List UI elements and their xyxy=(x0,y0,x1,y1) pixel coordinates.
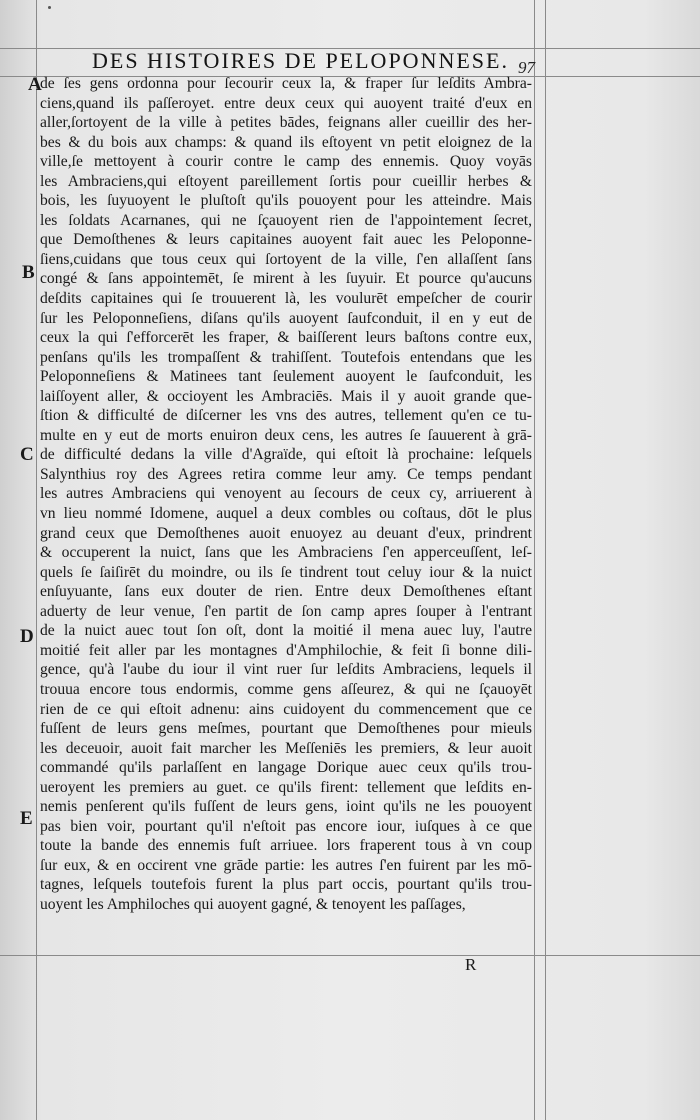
marginal-letter-a: A xyxy=(28,74,42,95)
text-line: bes & du bois aux champs: & quand ils eſtoyent vn petit eloignez de la xyxy=(40,133,532,151)
right-margin-rule xyxy=(534,0,535,1120)
text-line: les ſoldats Acarnanes, qui ne ſçauoyent rien de l'appointement ſecret, xyxy=(40,211,532,229)
text-line: ſiens,cuidans que tous ceux qui ſortoyent de la ville, ſ'en allaſſent ſans xyxy=(40,250,532,268)
text-line: les deceuoir, auoit fait marcher les Meſſeniēs les premiers, & leur auoit xyxy=(40,739,532,757)
text-line: de ſes gens ordonna pour ſecourir ceux la, & fraper ſur leſdits Ambra- xyxy=(40,75,532,92)
text-line: trouua encore tous endormis, comme gens aſſeurez, & qui ne ſçauoyēt xyxy=(40,680,532,698)
text-line: que Demoſthenes & leurs capitaines auoyent fait auec les Peloponne- xyxy=(40,231,532,249)
text-line: rien de ce qui eſtoit adnenu: ains cuidoyent du commencement que ce xyxy=(40,700,532,718)
text-line: vn lieu nommé Idomene, auquel a deux combles ou coſtaus, dōt le plus xyxy=(40,505,532,523)
text-line: penſans qu'ils les trompaſſent & trahiſſent. Toutefois entendans que les xyxy=(40,348,532,366)
text-line: nemis penſerent qu'ils fuſſent de leurs gens, ioint qu'ils ne les pouoyent xyxy=(40,798,532,816)
text-line: tagnes, leſquels toutefois furent la plus part occis, pourtant qu'ils trou- xyxy=(40,876,532,894)
text-line: Salynthius roy des Agrees retira comme leur amy. Ce temps pendant xyxy=(40,465,532,483)
text-line: ſtion & difficulté de diſcerner les vns des autres, tellement qu'en ce tu- xyxy=(40,407,532,425)
marginal-letter-d: D xyxy=(20,626,34,647)
text-line: les Ambraciens,qui eſtoyent pareillement ſortis pour cueillir herbes & xyxy=(40,172,532,190)
text-line: ueroyent les premiers au guet. ce qu'ils firent: tellement que leſdits en- xyxy=(40,778,532,796)
text-line: uoyent les Amphiloches qui auoyent gagné, & tenoyent les paſſages, xyxy=(40,895,466,913)
text-line: grand ceux que Demoſthenes auoit enuoyez au deuant d'eux, prindrent xyxy=(40,524,532,542)
left-margin-rule xyxy=(36,0,37,1120)
text-line: de la nuict auec tout ſon oſt, dont la moitié il mena auec luy, l'autre xyxy=(40,622,532,640)
text-line: laiſſoyent aller, & occioyent les Ambraciēs. Mais il y auoit grande que- xyxy=(40,387,532,405)
body-text xyxy=(40,74,532,915)
text-line: moitié feit aller par les montagnes d'Amphilochie, & feit ſi bonne dili- xyxy=(40,641,532,659)
text-line: ville,ſe mettoyent à courir contre le camp des ennemis. Quoy voyās xyxy=(40,153,532,171)
text-line: congé & ſans appointemēt, ſe mirent à les ſuyuir. Et pource qu'aucuns xyxy=(40,270,532,288)
text-line: aller,ſortoyent de la ville à petites bādes, feignans aller cueillir des her- xyxy=(40,114,532,132)
text-line: & occuperent la nuict, ſans que les Ambraciens ſ'en apperceuſſent, leſ- xyxy=(40,544,532,562)
text-line: gence, qu'à l'aube du iour il vint ruer ſur leſdits Ambraciens, lequels il xyxy=(40,661,532,679)
marginal-letter-b: B xyxy=(22,262,35,283)
catchword: R xyxy=(465,955,477,974)
text-line: pas bien voir, pourtant qu'il n'eſtoit pas encore iour, iuſques à ce que xyxy=(40,817,532,835)
text-line: quels ſe ſaiſirēt du moindre, ou ils ſe tindrent tout celuy iour & la nuict xyxy=(40,563,532,581)
page-speck xyxy=(48,6,51,9)
text-line: enſuyuante, ſans eux douter de rien. Entre deux Demoſthenes eſtant xyxy=(40,583,532,601)
bottom-rule xyxy=(0,955,700,956)
text-line: Peloponneſiens & Matinees tant ſeulement auoyent le ſaufconduit, les xyxy=(40,368,532,386)
text-line: bois, les ſuyuoyent le pluſtoſt qu'ils pouoyent pour les atteindre. Mais xyxy=(40,192,532,210)
text-line: fuſſent de leurs gens meſmes, pourtant que Demoſthenes pour mieuls xyxy=(40,720,532,738)
text-line: ciens,quand ils paſſeroyet. entre deux ceux qui auoyent traité d'eux en xyxy=(40,94,532,112)
text-line: deſdits capitaines qui ſe trouuerent là, les voulurēt empeſcher de courir xyxy=(40,290,532,308)
text-line: toute la bande des ennemis fuſt arriuee. lors fraperent tous à vn coup xyxy=(40,837,532,855)
marginal-letter-e: E xyxy=(20,808,33,829)
text-line: ſur eux, & en occirent vne grāde partie: les autres ſ'en fuirent par les mō- xyxy=(40,856,532,874)
text-line: de difficulté dedans la ville d'Agraïde, qui eſtoit là prochaine: leſquels xyxy=(40,446,532,464)
text-line: aduerty de leur venue, ſ'en partit de ſon camp apres ſouper à l'entrant xyxy=(40,602,532,620)
running-head: DES HISTOIRES DE PELOPONNESE. xyxy=(92,48,509,73)
text-line: commandé qu'ils parlaſſent en langage Dorique auec ceux qu'ils trou- xyxy=(40,759,532,777)
text-line: les autres Ambraciens qui venoyent au ſecours de ceux cy, arriuerent à xyxy=(40,485,532,503)
text-line: multe en y eut de morts enuiron deux cens, les autres ſe ſauuerent à grā- xyxy=(40,426,532,444)
marginal-letter-c: C xyxy=(20,444,34,465)
text-line: ſur les Peloponneſiens, diſans qu'ils auoyent ſaufconduit, il en y eut de xyxy=(40,309,532,327)
outer-margin-rule xyxy=(545,0,546,1120)
page-number: 97 xyxy=(518,58,535,77)
text-line: ceux la qui ſ'efforcerēt les fraper, & baiſſerent leurs baſtons contre eux, xyxy=(40,329,532,347)
